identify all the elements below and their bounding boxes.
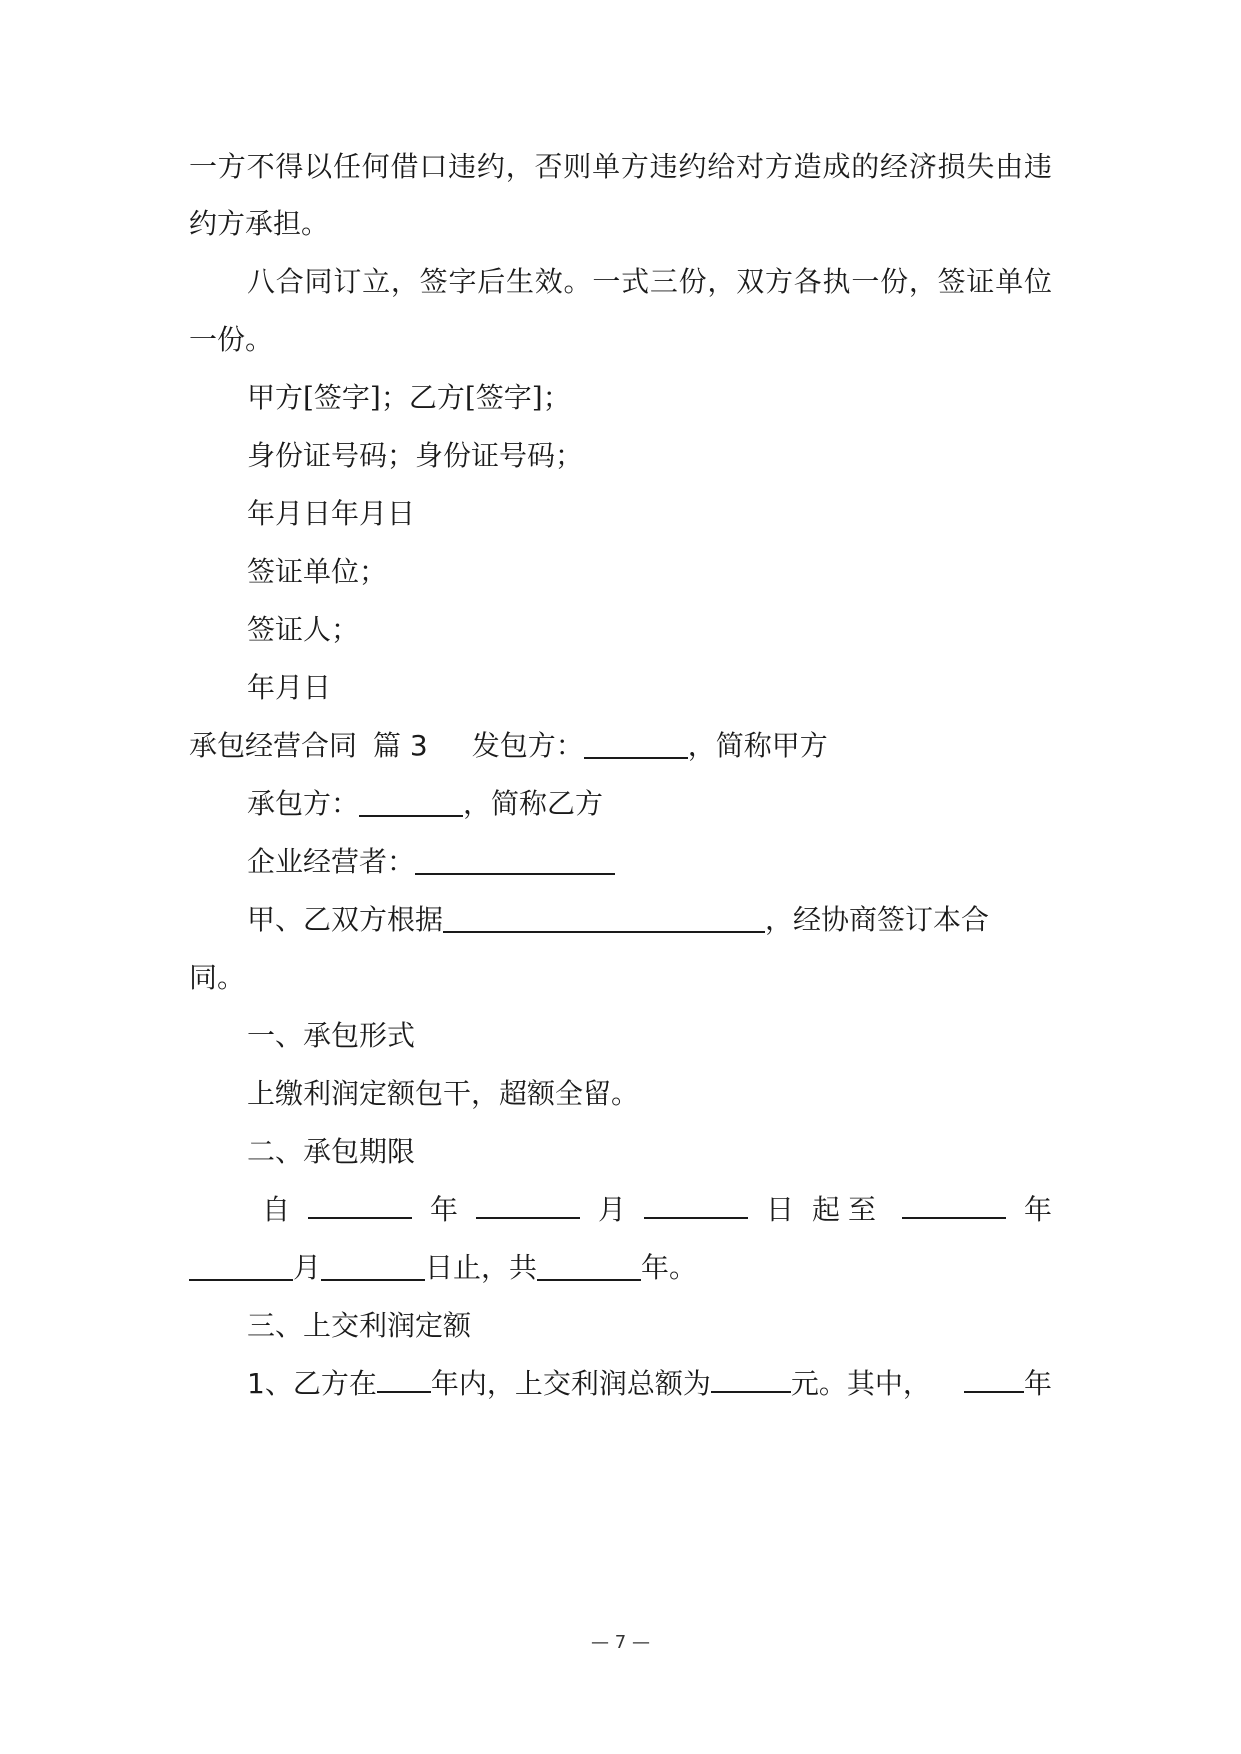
end-month-blank[interactable]	[189, 1253, 293, 1281]
issuer-label: 发包方：	[471, 729, 584, 762]
operator-line	[247, 842, 1052, 882]
contractor-suffix: ，简称乙方	[463, 787, 604, 820]
end-day-blank[interactable]	[321, 1253, 425, 1281]
signature-parties: 甲方[签字]；乙方[签字]；	[247, 381, 571, 414]
basis-blank[interactable]	[443, 905, 765, 933]
notary-unit: 签证单位；	[247, 555, 388, 588]
item-1-number: 1	[247, 1367, 265, 1400]
paragraph-line: 一份。	[189, 323, 274, 356]
basis-line-2: 同。	[189, 961, 246, 994]
section-1-body: 上缴利润定额包干，超额全留。	[247, 1077, 640, 1110]
paragraph-line: 八合同订立，签字后生效。一式三份，双方各执一份，签证单位	[247, 265, 1052, 298]
operator-label: 企业经营者：	[247, 845, 416, 878]
contract-title: 承包经营合同	[189, 729, 358, 762]
item-1-line	[247, 1364, 1052, 1404]
unit-month: 月	[597, 1193, 626, 1226]
contractor-blank[interactable]	[359, 789, 463, 817]
start-year-blank[interactable]	[308, 1191, 412, 1219]
contractor-label: 承包方：	[247, 787, 360, 820]
basis-prefix: 甲、乙双方根据	[247, 903, 444, 936]
unit-year: 年	[1023, 1367, 1052, 1400]
unit-day: 日	[765, 1193, 794, 1226]
issuer-blank[interactable]	[584, 731, 688, 759]
contract-title-line	[189, 726, 1052, 766]
years-blank[interactable]	[377, 1365, 431, 1393]
operator-blank[interactable]	[415, 847, 615, 875]
section-1-heading: 一、承包形式	[247, 1019, 416, 1052]
term-until: 日止，共	[425, 1251, 538, 1284]
date-pair: 年月日年月日	[247, 497, 416, 530]
item-1-text-c: 元。其中，	[790, 1367, 931, 1400]
term-line-2	[189, 1248, 1052, 1288]
year-blank[interactable]	[964, 1365, 1024, 1393]
section-2-heading: 二、承包期限	[247, 1135, 416, 1168]
id-numbers: 身份证号码；身份证号码；	[247, 439, 584, 472]
notary-person: 签证人；	[247, 613, 360, 646]
basis-line	[247, 900, 1052, 940]
issuer-suffix: ，简称甲方	[687, 729, 828, 762]
contractor-line	[247, 784, 1052, 824]
start-day-blank[interactable]	[644, 1191, 748, 1219]
start-month-blank[interactable]	[476, 1191, 580, 1219]
date-single: 年月日	[247, 671, 332, 704]
page-number: — 7 —	[591, 1632, 650, 1653]
paragraph-line: 约方承担。	[189, 207, 330, 240]
article-label: 篇 3	[373, 729, 428, 762]
unit-year: 年	[429, 1193, 458, 1226]
basis-suffix: ，经协商签订本合	[765, 903, 990, 936]
total-profit-blank[interactable]	[711, 1365, 791, 1393]
term-to: 起至	[811, 1193, 884, 1226]
item-1-text-a: 、乙方在	[264, 1367, 377, 1400]
unit-month: 月	[293, 1251, 322, 1284]
term-line-1	[262, 1190, 1052, 1230]
term-years-blank[interactable]	[537, 1253, 641, 1281]
paragraph-line: 一方不得以任何借口违约，否则单方违约给对方造成的经济损失由违	[189, 150, 1052, 183]
term-end: 年。	[641, 1251, 698, 1284]
term-from: 自	[262, 1193, 291, 1226]
unit-year: 年	[1023, 1193, 1052, 1226]
end-year-blank[interactable]	[902, 1191, 1006, 1219]
item-1-text-b: 年内，上交利润总额为	[430, 1367, 711, 1400]
section-3-heading: 三、上交利润定额	[247, 1309, 472, 1342]
